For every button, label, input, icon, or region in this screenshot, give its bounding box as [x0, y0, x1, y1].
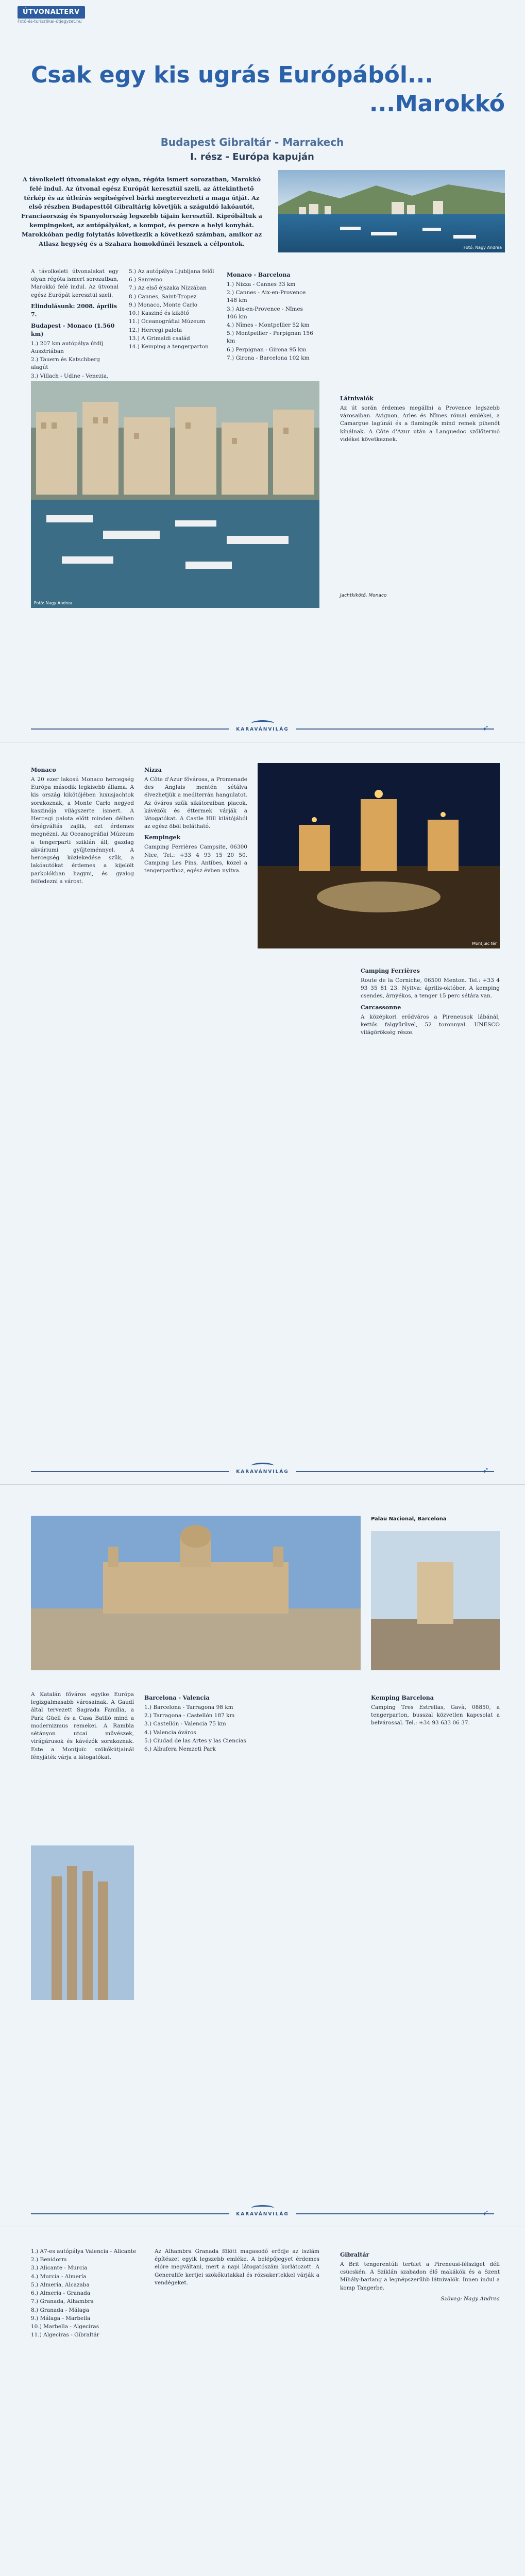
photo-caption: Montjuïc tér	[472, 941, 497, 946]
lead-paragraph: A távolkeleti útvonalakat egy olyan, régóta ismert sorozatban, Marokkó felé indul. Az útvonal egész Európát keresztül szeli, az áttekinthető térkép és az útleírás segítségével bárki megtervezheti a maga útját. Az első részben Budapesttől Gibraltárig követjük a száguldó lakóautót, Franciaország és Spanyolország legszebb tájain keresztül. Kipróbáltuk a kempingeket, az autópályákat, a kompot, és persze a helyi konyhát. Marokkóban pedig folytatás következik a következő számban, amikor az Atlasz hegység és a Szahara homokdűnéi lesznek a célpontok.	[21, 176, 262, 247]
page1-col-3	[227, 268, 314, 363]
page3-col2-item: 4.) Valencia óváros	[144, 1729, 196, 1736]
page1-col3-item: 5.) Montpellier - Perpignan 156 km	[227, 330, 313, 345]
logo-text: KARAVÁNVILÁG	[236, 727, 289, 732]
page4-col1-item: 2.) Benidorm	[31, 2257, 67, 2263]
section-badge: ÚTVONALTERV	[18, 6, 85, 19]
page1-col3-item: 3.) Aix-en-Provence - Nîmes 106 km	[227, 306, 303, 320]
page4-col1-item: 6.) Almería - Granada	[31, 2290, 91, 2297]
page-footer	[0, 716, 525, 742]
palace-illustration	[31, 1516, 361, 1670]
page-footer	[0, 1459, 525, 1484]
photo-caption: Palau Nacional, Barcelona	[371, 1516, 447, 1522]
page1-col2-item: 9.) Monaco, Monte Carlo	[129, 301, 198, 308]
logo-text: KARAVÁNVILÁG	[236, 2212, 289, 2217]
page4-col1-item: 7.) Granada, Alhambra	[31, 2298, 94, 2305]
page1-col2-item: 11.) Oceanográfiai Múzeum	[129, 318, 206, 325]
page-4	[0, 2227, 525, 2576]
karavanvilag-logo	[229, 720, 296, 733]
page2-col1-title: Monaco	[31, 767, 56, 773]
page1-col2-item: 7.) Az első éjszaka Nizzában	[129, 285, 207, 292]
page3-col1-text: A Katalán főváros egyike Európa legizgalmasabb városainak. A Gaudí által tervezett Sagrada Família, a Park Güell és a Casa Batlló mind a modernizmus remekei. A Rambla sétányon utcai művészek, virágárusok és kávézók sorakoznak. Este a Montjuïc szökőkútjainál fényjáték várja a látogatókat.	[31, 1691, 134, 1760]
page-2	[0, 742, 525, 1485]
page-footer	[0, 2201, 525, 2227]
photo-sagrada	[31, 1845, 134, 2000]
page2-col3-title: Kempingek	[144, 834, 181, 841]
page3-col3-title: Kemping Barcelona	[371, 1694, 434, 1701]
page1-col2-item: 6.) Sanremo	[129, 277, 163, 283]
logo-arc	[251, 720, 274, 726]
page1-col2-item: 8.) Cannes, Saint-Tropez	[129, 293, 197, 300]
photo1-caption: Fotó: Nagy Andrea	[463, 245, 502, 250]
bird-icon: ➶	[482, 1465, 489, 1475]
photo-palau-nacional	[31, 1516, 361, 1670]
page3-col2-item: 3.) Castellón - Valencia 75 km	[144, 1721, 226, 1727]
page4-author: Szöveg: Nagy Andrea	[441, 2295, 500, 2302]
page1-col3-item: 6.) Perpignan - Girona 95 km	[227, 346, 307, 353]
page3-col2-item: 6.) Albufera Nemzeti Park	[144, 1746, 216, 1753]
page2-col1-text: A 20 ezer lakosú Monaco hercegség Európa második legkisebb állama. A kis ország kikötőjében luxusjachtok sorakoznak, a Monte Carlo negyed kaszinója világszerte ismert. A Hercegi palota előtt minden délben őrségváltás zajlik, ezt érdemes megnézni. Az Oceanográfiai Múzeum a tengerparti sziklán áll, gazdag akváriumi gyűjteménnyel. A hercegség közlekedése szűk, a lakóautókat érdemes a kijelölt parkolókban hagyni, és gyalog felfedezni a várost.	[31, 776, 134, 885]
night-illustration	[258, 763, 500, 948]
page4-col1-item: 3.) Alicante - Murcia	[31, 2265, 88, 2272]
photo-monaco-harbor	[278, 170, 505, 252]
title-line-2: ...Marokkó	[369, 91, 505, 117]
page2-side-text: Route de la Corniche, 06500 Menton. Tel.: +33 4 93 35 81 23. Nyitva: április-október. A kemping csendes, árnyékos, a tenger 15 perc sétára van.	[361, 977, 500, 999]
harbor-illustration	[278, 170, 505, 252]
page4-col1-item: 9.) Málaga - Marbella	[31, 2315, 91, 2321]
page2-side2-text: A középkori erődváros a Pireneusok lábánál, kettős falgyűrűvel, 52 toronnyal. UNESCO világörökség része.	[361, 1013, 500, 1036]
photo3-caption: Jachtkikötő, Monaco	[340, 593, 387, 598]
section-subtitle: Fotó-és-turisztikai-útjegyzet.hu	[18, 19, 82, 24]
page4-col1-item: 10.) Marbella - Algeciras	[31, 2323, 99, 2330]
page3-col3-text: Camping Tres Estrellas, Gavà, 08850, a tengerparton, busszal közvetlen kapcsolat a belvárossal. Tel.: +34 93 633 06 37.	[371, 1704, 500, 1726]
page4-col2-text: Az Alhambra Granada fölött magasodó erődje az iszlám építészet egyik legszebb emléke. A belépőjegyet érdemes előre megváltani, mert a napi látogatószám korlátozott. A Generalife kertjei szökőkutakkal és rózsakertekkel várják a vendégeket.	[155, 2248, 319, 2286]
route-subtitle: Budapest Gibraltár - Marrakech	[160, 136, 344, 148]
page1-col2-item: 12.) Hercegi palota	[129, 327, 182, 333]
page2-col-1	[31, 763, 134, 889]
page1-col3-item: 7.) Girona - Barcelona 102 km	[227, 354, 310, 361]
page3-col-1	[31, 1691, 134, 1765]
page1-note	[340, 392, 500, 447]
fountain-illustration	[371, 1531, 500, 1670]
karavanvilag-logo	[229, 2205, 296, 2218]
page3-col2-item: 5.) Ciudad de las Artes y las Ciencias	[144, 1737, 246, 1744]
page2-side	[361, 964, 500, 1040]
bird-icon: ➶	[482, 2208, 489, 2217]
page1-col1-intro: A távolkeleti útvonalakat egy olyan régóta ismert sorozatban, Marokkó felé indul. Az útvonal egész Európát keresztül szeli.	[31, 268, 118, 298]
page2-col-2	[144, 763, 247, 878]
page4-col1-item: 4.) Murcia - Almería	[31, 2273, 87, 2280]
photo-fountain	[371, 1531, 500, 1670]
title-line-1: Csak egy kis ugrás Európából...	[31, 62, 434, 88]
town-illustration	[31, 381, 319, 608]
bird-icon: ➶	[482, 723, 489, 733]
page3-col-3	[371, 1691, 500, 1731]
page3-col2-item: 2.) Tarragona - Castellón 187 km	[144, 1713, 235, 1719]
page1-col2-item: 14.) Kemping a tengerparton	[129, 343, 209, 350]
photo-night-square	[258, 763, 500, 948]
part-subtitle: I. rész - Európa kapuján	[190, 151, 314, 162]
page2-side-title: Camping Ferrières	[361, 968, 420, 974]
logo-arc	[251, 2205, 274, 2211]
page2-side2-title: Carcassonne	[361, 1004, 401, 1011]
page4-col1-item: 5.) Almería, Alcazaba	[31, 2281, 90, 2288]
logo-arc	[251, 1463, 274, 1469]
page1-note-title: Látnivalók	[340, 395, 374, 402]
page1-col-1	[31, 268, 118, 397]
page3-col2-item: 1.) Barcelona - Tarragona 98 km	[144, 1704, 233, 1710]
page4-col3-text: A Brit tengerentúli terület a Pireneusi-félsziget déli csücskén. A Sziklán szabadon élő makákók és a Szent Mihály-barlang a legnépszerűbb látnivalók. Innen indul a komp Tangerbe.	[340, 2261, 500, 2291]
page1-col-2	[129, 268, 216, 351]
page1-col1-leg: Budapest - Monaco (1.560 km)	[31, 322, 115, 337]
page4-col-2	[155, 2248, 319, 2290]
page1-col2-item: 10.) Kaszinó és kikötő	[129, 310, 189, 317]
page4-col1-item: 8.) Granada - Málaga	[31, 2307, 89, 2313]
page1-col1-item: 1.) 207 km autópálya útdíj Ausztriában	[31, 340, 104, 354]
page4-col-3	[340, 2248, 500, 2306]
page1-col3-item: 4.) Nîmes - Montpellier 52 km	[227, 322, 310, 329]
logo-text: KARAVÁNVILÁG	[236, 1469, 289, 1475]
page4-col3-title: Gibraltár	[340, 2251, 369, 2258]
page1-col3-item: 2.) Cannes - Aix-en-Provence 148 km	[227, 290, 306, 304]
page1-col3-title: Monaco - Barcelona	[227, 272, 291, 278]
page-3	[0, 1485, 525, 2227]
page4-col1-item: 1.) A7-es autópálya Valencia - Alicante	[31, 2248, 137, 2255]
page-1	[0, 0, 525, 742]
photo2-caption: Fotó: Nagy Andrea	[34, 600, 73, 605]
page2-col2-text: A Côte d'Azur fővárosa, a Promenade des Anglais mentén sétálva élvezhetjük a mediterrán hangulatot. Az óváros szűk sikátoraiban piacok, kávézók és éttermek várják a látogatókat. A Castle Hill kilátójából az egész öböl belátható.	[144, 776, 247, 830]
page1-col1-item: 2.) Tauern és Katschberg alagút	[31, 357, 100, 371]
page3-col-2	[144, 1691, 247, 1754]
sagrada-illustration	[31, 1845, 134, 2000]
page2-col3-text: Camping Ferrières Campsite, 06300 Nice, Tel.: +33 4 93 15 20 50. Camping Les Pins, Antibes, közel a tengerparthoz, egész évben nyitva.	[144, 844, 247, 874]
page1-note-text: Az út során érdemes megállni a Provence legszebb városaiban. Avignon, Arles és Nîmes római emlékei, a Camargue lagúnái és a flamingók mind remek pihenőt kínálnak. A Côte d'Azur után a Languedoc szőlőtermő vidékei következnek.	[340, 404, 500, 443]
page4-col-1	[31, 2248, 144, 2340]
page1-col1-date: Elindulásunk: 2008. április 7.	[31, 302, 117, 318]
page4-col1-item: 11.) Algeciras - Gibraltár	[31, 2332, 99, 2338]
page1-col3-item: 1.) Nizza - Cannes 33 km	[227, 281, 296, 287]
page3-col2-title: Barcelona - Valencia	[144, 1694, 210, 1701]
photo-coastal-town	[31, 381, 319, 608]
page2-col2-title: Nizza	[144, 767, 162, 773]
karavanvilag-logo	[229, 1463, 296, 1476]
page1-col1-item: 3.) Villach - Udine - Venezia,	[31, 372, 109, 379]
page1-col2-item: 5.) Az autópálya Ljubljana felől	[129, 268, 214, 275]
page1-col2-item: 13.) A Grimaldi család	[129, 335, 190, 342]
